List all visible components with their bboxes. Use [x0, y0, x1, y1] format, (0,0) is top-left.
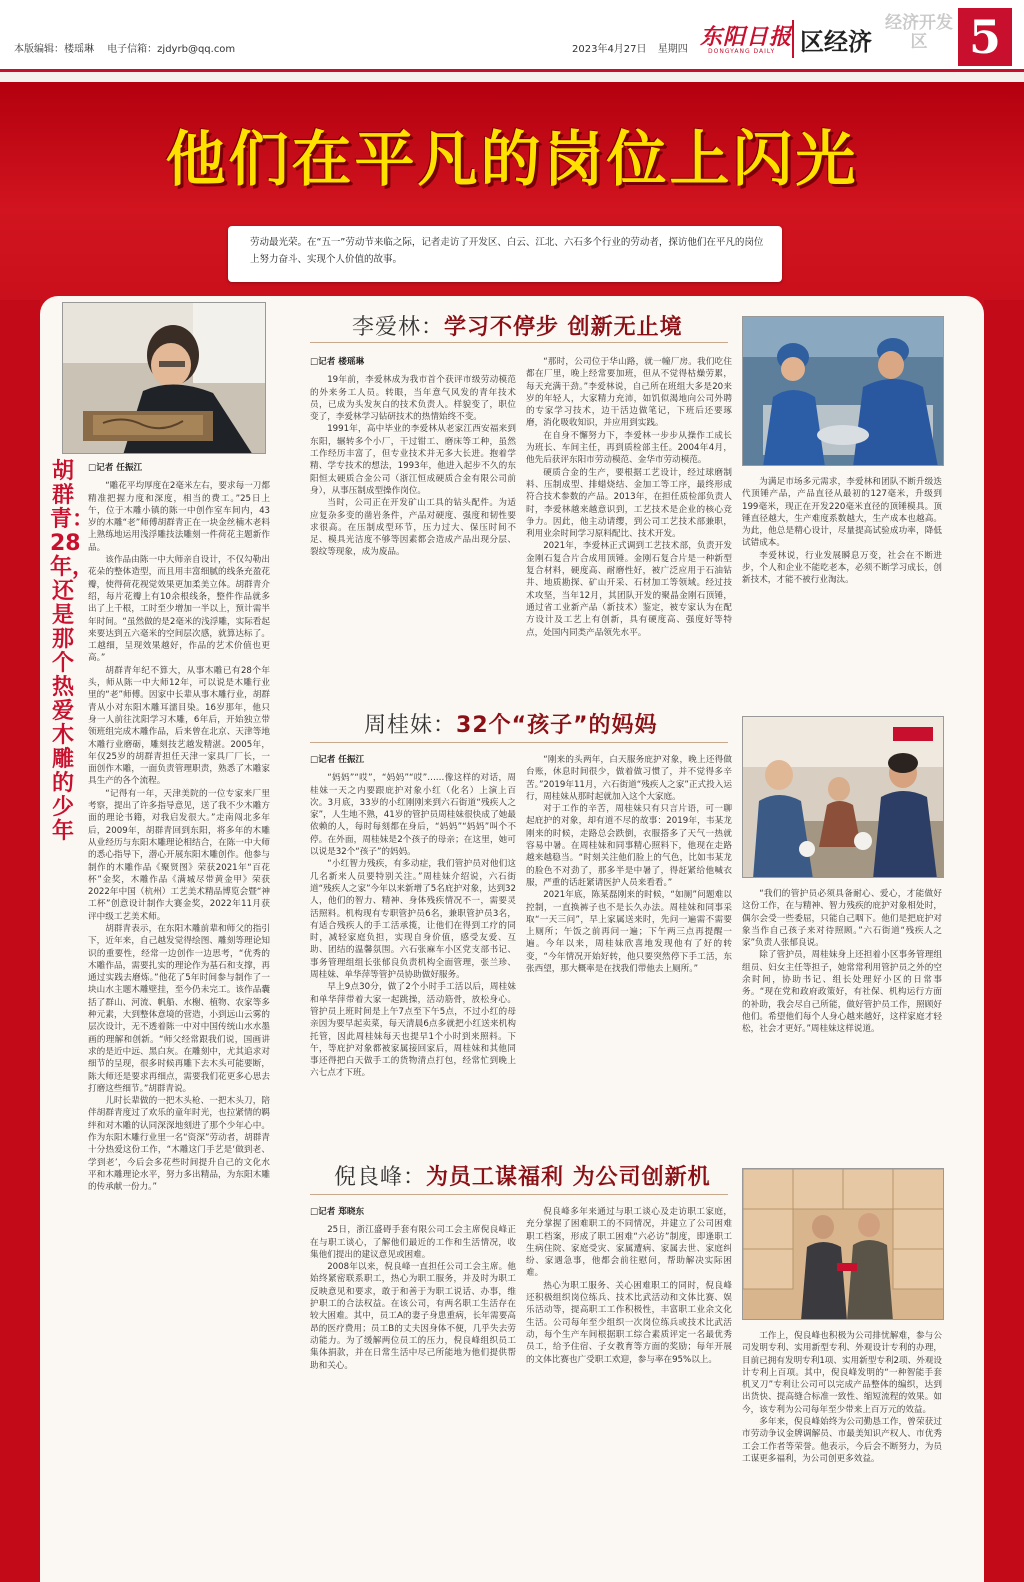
- ni-para: 热心为职工服务、关心困难职工的同时，倪良峰还积极组织岗位练兵、技术比武活动和文体比赛、娱乐活动等，提高职工工作积极性，丰富职工业余文化生活。公司每年至少组织一次岗位练兵或技术比武活动，每个生产车间根据职工综合素质评定一名最优秀员工，给予住宿、子女教育等方面的奖励；每年开展的文体比赛也广受职工欢迎，参与率在95%以上。: [526, 1280, 732, 1365]
- zhou-para: “刚来的头两年，白天服务庇护对象，晚上还得做台账，休息时间很少，做着做习惯了，并不觉得多辛苦。”2019年11月，六石街道“残疾人之家”正式投入运行，周桂妹从那时起就加入这个大家庭。: [526, 755, 732, 802]
- hu-vertical-title: [50, 459, 95, 844]
- li-para: 1991年，高中毕业的李爱林从老家江西安福来到东阳，辗转多个小厂，干过钳工、磨床等工种，虽然工作经历丰富了，但专业技术并无多大长进。抱着学精、学专技术的想法，1993年，他进入起步不久的东阳恒太硬质合金公司（浙江恒成硬质合金有限公司前身），从事压制成型操作岗位。: [310, 424, 516, 496]
- li-para: 李爱林说，行业发展瞬息万变，社会在不断进步，个人和企业不能吃老本，必须不断学习成长，创新技术，才能不被行业淘汰。: [742, 550, 942, 586]
- zhou-para: “小红智力残疾，有多动症，我们管护员对他们这几名新来人员要特别关注。”周桂妹介绍说，六石街道“残疾人之家”今年以来新增了5名庇护对象，达到32人，他们的智力、精神、身体残疾情况不一，需要灵活照料。机构现有专职管护员6名，兼职管护员3名，有适合残疾人的手工活承揽，让他们在得到工疗的同时，减轻家庭负担，实现自身价值，感受友爱、互助、团结的温馨氛围。六石张麻车小区党支部书记、事务管理组组长张郁良负责机构全面管理，张兰珍、周桂妹、单华萍等管护员协助做好服务。: [310, 859, 516, 981]
- li-section-title: [352, 310, 683, 341]
- article-li-body-1: [310, 356, 516, 658]
- section-ghost: 经济开发区: [885, 13, 953, 52]
- article-zhou-body-3: [742, 888, 942, 1120]
- banner-side-left: [0, 300, 40, 1582]
- weekday-text: 星期四: [657, 44, 688, 55]
- ni-title-rule: [310, 1194, 728, 1195]
- ni-para: 工作上，倪良峰也积极为公司排忧解难，参与公司发明专利、实用新型专利、外观设计专利的办理，目前已拥有发明专利1项、实用新型专利2项、外观设计专利上百项。其中，倪良峰发明的“一种智能手套机叉刀”专利让公司可以完成产品整体的编织，达到出货快、提高缝合标准一致性、缩短流程的效果。如今，该专利为公司每年至少带来上百万元的效益。: [742, 1331, 942, 1415]
- photo-li: [742, 316, 944, 466]
- li-title-name: 李爱林：: [352, 315, 445, 340]
- zhou-para: 除了管护员，周桂妹身上还担着小区事务管理组组员、妇女主任等担子，她常常利用管护员之外的空余时间，协助书记、组长处理好小区的日常事务。“现在党和政府政策好，有社保、机构运行方面的补助，我会尽自己所能，做好管护员工作，照顾好他们。希望他们每个人身心越来越好，这样家庭才轻松，社会才更好。”周桂妹这样说道。: [742, 950, 942, 1035]
- article-zhou-body-2: [526, 754, 732, 1120]
- zhou-para: 早上9点30分，做了2个小时手工活以后，周桂妹和单华萍带着大家一起跳操，活动筋骨，放松身心。管护员上班时间是上午7点至下午5点，不过小红的母亲因为要早起卖菜，每天清晨6点多就把小红送来机构托管，因此周桂妹每天也提早1个小时到来照料。下午，等庇护对象都被家属接回家后，周桂妹和其他同事还得把白天做手工的货物清点打包，经常忙到晚上六七点才下班。: [310, 982, 516, 1079]
- article-ni-body-1: [310, 1206, 516, 1566]
- li-para: 在自身不懈努力下，李爱林一步步从操作工成长为班长、车间主任，再到质检部主任。2004年4月，他先后获评东阳市劳动模范、金华市劳动模范。: [526, 430, 732, 466]
- paper-logo: 东阳日报: [700, 24, 793, 50]
- photo-ni: [742, 1168, 944, 1320]
- ni-para: 25日，浙江盛碍手套有限公司工会主席倪良峰正在与职工谈心，了解他们最近的工作和生活情况，收集他们提出的建议意见或困难。: [310, 1225, 516, 1260]
- hu-para: 儿时长辈做的一把木头枪、一把木头刀，陪伴胡群青度过了欢乐的童年时光，也拉紧情的羁绊和对木雕的认同深深地刻进了那个少年心中。作为东阳木雕行业里一名“资深”劳动者，胡群青十分热爱这份工作，“木雕这门手艺是‘做到老、学到老’，今后会多花些时间提升自己的文化水平和木雕理论水平，努力多出精品，为东阳木雕的传承献一份力。”: [88, 1096, 270, 1193]
- li-byline: □记者 楼瑶琳: [310, 357, 365, 367]
- zhou-title-rule: [310, 742, 728, 743]
- li-title-rest: 学习不停步 创新无止境: [444, 315, 683, 340]
- article-ni-body-2: [526, 1206, 732, 1566]
- article-zhou-body-1: [310, 754, 516, 1120]
- zhou-para: 2021年底，陈某磊刚来的时候，“如厕”问题难以控制，一直换裤子也不是长久办法。周桂妹和同事采取“一天三问”，早上家属送来时，先问一遍需不需要上厕所；午饭之前再问一遍；下午两三点再提醒一遍。今年以来，周桂妹欣喜地发现他有了好的转变，“今年情况开始好转，他只要突然停下手工活，东张西望，那大概率是在找我们带他去上厕所。”: [526, 890, 732, 975]
- page-number: 5: [958, 8, 1012, 66]
- li-title-rule: [310, 342, 728, 343]
- ni-byline: □记者 郑晓东: [310, 1207, 365, 1217]
- article-ni-body-3: [742, 1330, 942, 1566]
- zhou-title-name: 周桂妹：: [364, 713, 457, 738]
- ni-para: 倪良峰多年来通过与职工谈心及走访职工家庭，充分掌握了困难职工的不同情况，并建立了公司困难职工档案，形成了职工困难“六必访”制度，即逢职工生病住院、家庭受灾、家属遭病、家属去世、家庭纠纷、家遇急事，他都会前往慰问，帮助解决实际困难。: [526, 1207, 732, 1279]
- issue-date: [572, 40, 696, 55]
- paper-logo-sub: DONGYANG DAILY: [708, 48, 776, 55]
- zhou-section-title: [364, 708, 658, 739]
- banner-side-right: [984, 300, 1024, 1582]
- zhou-title-rest: 32个“孩子”的妈妈: [456, 713, 658, 738]
- zhou-para: “我们的管护员必须具备耐心、爱心，才能做好这份工作，在与精神、智力残疾的庇护对象相处时，偶尔会受一些委屈，只能自己咽下。他们是把庇护对象当作自己孩子来对待照顾。”六石街道“残疾人之家”负责人张郁良说。: [742, 889, 942, 949]
- ni-title-rest: 为员工谋福利 为公司创新机: [426, 1165, 711, 1190]
- editor-email: 电子信箱：zjdyrb@qq.com: [107, 44, 236, 55]
- masthead: [0, 0, 1024, 72]
- zhou-para: “妈妈”“哎”，“妈妈”“哎”……像这样的对话，周桂妹一天之内要跟庇护对象小红（化名）上演上百次。3月底，33岁的小红刚刚来到六石街道“残疾人之家”，人生地不熟，41岁的管护员周桂妹很快成了她最依赖的人，每时每刻都在身后，“妈妈”“妈妈”叫个不停。在外面，周桂妹是2个孩子的母亲；在这里，她可以说是32个“孩子”的妈妈。: [310, 773, 516, 858]
- hu-title-name: 胡群青：: [50, 459, 95, 532]
- ni-section-title: [334, 1160, 711, 1191]
- hu-title-rest: 28年，还是那个热爱木雕的少年: [50, 531, 95, 844]
- li-para: 为满足市场多元需求，李爱林和团队不断升级迭代顶锤产品，产品直径从最初的127毫米，升级到199毫米，现正在开发220毫米直径的顶锤模具。顶锤直径越大，生产难度系数越大，生产成本也越高。为此，他总是精心设计，尽量提高试验成功率，降低试错成本。: [742, 477, 942, 549]
- section-name: 区经济: [800, 27, 872, 56]
- article-hu-body: [88, 462, 270, 1562]
- article-li-body-2: [526, 356, 732, 658]
- photo-hu: [62, 302, 266, 454]
- ni-para: 多年来，倪良峰始终为公司勤恳工作，曾荣获过市劳动争议金牌调解员、市最美知识产权人、市优秀工会工作者等荣誉。他表示，今后会不断努力，为员工谋更多福利，为公司创更多效益。: [742, 1417, 942, 1464]
- li-para: “那时，公司位于华山路，就一幢厂房。我们吃住都在厂里，晚上经常要加班，但从不觉得枯燥劳累，每天充满干劲。”李爱林说，自己所在班组大多是20来岁的年轻人，大家精力充沛，如饥似渴地向公司外聘的专家学习技术，边干活边做笔记，下班后还要琢磨，消化吸收知识，并应用到实践。: [526, 357, 732, 429]
- masthead-divider: [792, 20, 794, 58]
- zhou-para: 对于工作的辛苦，周桂妹只有只言片语，可一聊起庇护的对象，却有道不尽的故事：2019年，韦某龙刚来的时候，走路总会跌倒，衣服搭多了天气一热就容易中暑。在周桂妹和同事精心照料下，他现在走路越来越稳当。“时刻关注他们脸上的气色，比如韦某龙的脸色不对劲了，那多半是中暑了，得赶紧给他喊衣服，严重的话赶紧请医护人员来看看。”: [526, 804, 732, 888]
- hu-para: “记得有一年，天津美院的一位专家来厂里考察，提出了许多指导意见，送了我不少木雕方面的理论书籍，对我启发很大。”走南闯北多年后，2009年，胡群青回到东阳，将多年的木雕从业经历与东阳木雕理论相结合，在陈一中大师的悉心指导下，潜心开展东阳木雕创作。他参与制作的木雕作品《聚贤图》荣获2021年“百花杯”金奖，木雕作品《满城尽带黄金甲》荣获2022年中国（杭州）工艺美术精品博览会暨“神工杯”创意设计制作大赛金奖，2022年11月获评中级工艺美术师。: [88, 788, 270, 922]
- li-para: 当时，公司正在开发矿山工具的钻头配件。为适应复杂多变的凿岩条件，产品对硬度、强度和韧性要求很高。在压制成型环节，压力过大、保压时间不足、模具光洁度不够等因素都会造成产品出现分层、裂纹等现象，成为废品。: [310, 498, 516, 558]
- date-text: 2023年4月27日: [572, 44, 647, 55]
- page-headline: 他们在平凡的岗位上闪光: [165, 125, 859, 195]
- ni-para: 2008年以来，倪良峰一直担任公司工会主席。他始终紧密联系职工，热心为职工服务，并及时为职工反映意见和要求，敢于和善于为职工说话、办事，维护职工的合法权益。在该公司，有两名职工生活存在较大困难。其中，员工A的妻子身患重病，长年需要高昂的医疗费用；员工B的丈夫因身体不便，几乎失去劳动能力。为了缓解两位员工的压力，倪良峰组织员工集体捐款，并在日常生活中尽己所能地为他们提供帮助和关心。: [310, 1262, 516, 1371]
- editor-name: 本版编辑：楼瑶琳: [14, 44, 94, 55]
- li-para: 19年前，李爱林成为我市首个获评市级劳动模范的外来务工人员。转眼，当年意气风发的青年技术员，已成为头发灰白的技术负责人。样貌变了，职位变了，李爱林学习钻研技术的热情始终不变。: [310, 375, 516, 423]
- editor-info: [14, 40, 245, 55]
- ni-title-name: 倪良峰：: [334, 1165, 427, 1190]
- hu-para: “雕花平均厚度在2毫米左右，要求每一刀都精准把握力度和深度，相当的费工。”25日上午，位于木雕小镇的陈一中创作室车间内，43岁的木雕“老”师傅胡群青正在一块金丝楠木老料上熟练地运用浅浮雕技法雕刻一件荷花主题新作品。: [88, 481, 270, 553]
- photo-zhou: [742, 716, 944, 878]
- lead-paragraph: 劳动最光荣。在“五一”劳动节来临之际，记者走访了开发区、白云、江北、六石多个行业的劳动者，探访他们在平凡的岗位上努力奋斗、实现个人价值的故事。: [228, 226, 782, 282]
- li-para: 2021年，李爱林正式调到工艺技术部，负责开发金刚石复合片合成用顶锤。金刚石复合片是一种新型复合材料，硬度高、耐磨性好，被广泛应用于石油钻井、地质勘探、矿山开采、石材加工等领域。经过技术攻坚，当年12月，其团队开发的聚晶金刚石顶锤，通过省工业新产品（新技术）鉴定，被专家认为在配方设计及工艺上有创新，具有硬度高、强度好等特点，处国内同类产品领先水平。: [526, 541, 732, 638]
- hu-para: 该作品由陈一中大师亲自设计，不仅勾勒出花朵的整体造型，而且用丰富细腻的线条充盈花瓣，使得荷花视觉效果更加柔美立体。胡群青介绍，每片花瓣上有10余根线条，整件作品就多出了上千根，工时至少增加一半以上，预计需半年时间。“虽然做的是2毫米的浅浮雕，实际看起来要达到五六毫米的空间层次感，就算达标了。工越细，呈现效果越好，作品的艺术价值也更高。”: [88, 555, 270, 664]
- li-para: 硬质合金的生产，要根据工艺设计，经过球磨制料、压制成型、排蜡烧结、金加工等工序，最终形成符合技术参数的产品。2013年，在担任质检部负责人时，李爱林越来越意识到，工艺技术是企业的核心竞争力。因此，他主动请缨，到公司工艺技术部兼职，利用业余时间学习原料配比、技术开发。: [526, 467, 732, 540]
- hu-para: 胡群青年纪不算大，从事木雕已有28个年头，师从陈一中大师12年，可以说是木雕行业里的“老”师傅。因家中长辈从事木雕行业，胡群青从小对东阳木雕耳濡目染。16岁那年，他只身一人前往沈阳学习木雕，6年后，开始独立带领班组完成木雕作品，后来曾在北京、天津等地木雕行业磨砺，雕刻技艺越发精湛。2005年，年仅25岁的胡群青担任天津一家具厂厂长，一面创作木雕，一面负责管理职责，熟悉了木雕家具生产的各个流程。: [88, 665, 270, 787]
- hu-byline: □记者 任振江: [88, 463, 143, 473]
- zhou-byline: □记者 任振江: [310, 755, 365, 765]
- article-li-body-3: [742, 476, 942, 658]
- hu-para: 胡群青表示，在东阳木雕前辈和师父的指引下，近年来，自己越发觉得绘图、雕刻等理论知识的重要性，经常一边创作一边思考，“优秀的木雕作品，需要扎实的理论作为基石和支撑，再通过实践去磨炼。”他花了5年时间参与制作了一块山水主题木雕壁挂，至今仍未完工。该作品囊括了群山、河流、帆船、水榭、植物、农家等多种元素，大到整体意境的营造，小到远山云雾的层次设计，无不透着陈一中对中国传统山水水墨画的理解和创新。“师父经常跟我们说，国画讲求的是近中远、黑白灰。在雕刻中，尤其追求对细节的呈现，很多时候再雕下去木头可能要断，陈大师还是要求再细点，需要我们花更多心思去打磨这些细节。”胡群青说。: [88, 923, 270, 1094]
